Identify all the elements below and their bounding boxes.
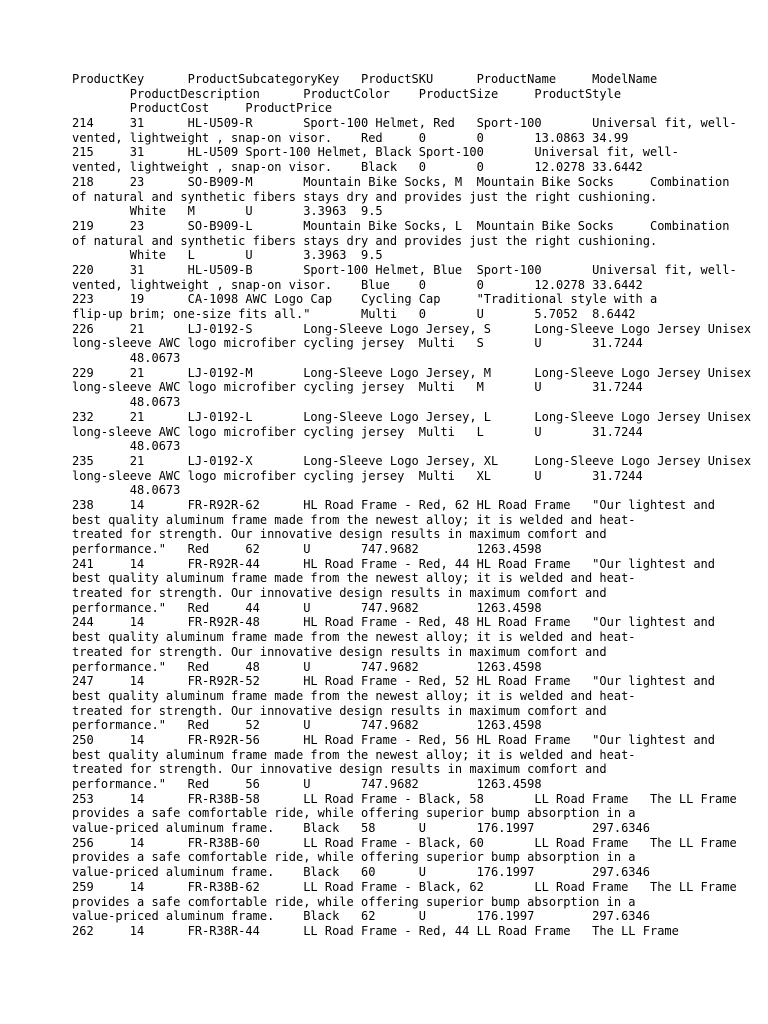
text-line: provides a safe comfortable ride, while offering superior bump absorption in a — [72, 850, 636, 865]
text-line: 214 31 HL-U509-R Sport-100 Helmet, Red Sport-100 Universal fit, well- — [72, 116, 737, 131]
text-line: provides a safe comfortable ride, while offering superior bump absorption in a — [72, 894, 636, 909]
text-line: 256 14 FR-R38B-60 LL Road Frame - Black, 60 LL Road Frame The LL Frame — [72, 835, 737, 850]
text-line: long-sleeve AWC logo microfiber cycling jersey Multi S U 31.7244 — [72, 336, 643, 351]
text-line: 215 31 HL-U509 Sport-100 Helmet, Black Sport-100 Universal fit, well- — [72, 145, 679, 160]
text-line: long-sleeve AWC logo microfiber cycling jersey Multi XL U 31.7244 — [72, 468, 643, 483]
text-line: ProductKey ProductSubcategoryKey ProductSKU ProductName ModelName — [72, 72, 658, 86]
text-line: vented, lightweight , snap-on visor. Blue 0 0 12.0278 33.6442 — [72, 277, 643, 292]
text-line: best quality aluminum frame made from the newest alloy; it is welded and heat- — [72, 747, 636, 762]
text-line: treated for strength. Our innovative design results in maximum comfort and — [72, 762, 607, 777]
text-line: value-priced aluminum frame. Black 60 U 176.1997 297.6346 — [72, 865, 650, 880]
text-line: performance." Red 52 U 747.9682 1263.4598 — [72, 718, 542, 733]
text-line: 253 14 FR-R38B-58 LL Road Frame - Black, 58 LL Road Frame The LL Frame — [72, 791, 737, 806]
text-line: 48.0673 — [72, 351, 181, 366]
text-line: 219 23 SO-B909-L Mountain Bike Socks, L Mountain Bike Socks Combination — [72, 218, 730, 233]
text-line: value-priced aluminum frame. Black 62 U 176.1997 297.6346 — [72, 909, 650, 924]
text-line: best quality aluminum frame made from the newest alloy; it is welded and heat- — [72, 571, 636, 586]
text-line: treated for strength. Our innovative design results in maximum comfort and — [72, 527, 607, 542]
text-line: 223 19 CA-1098 AWC Logo Cap Cycling Cap "Traditional style with a — [72, 292, 658, 307]
text-line: treated for strength. Our innovative design results in maximum comfort and — [72, 703, 607, 718]
text-line: of natural and synthetic fibers stays dry and provides just the right cushioning. — [72, 189, 658, 204]
text-line: 48.0673 — [72, 439, 181, 454]
text-line: White M U 3.3963 9.5 — [72, 204, 383, 219]
text-line: of natural and synthetic fibers stays dry and provides just the right cushioning. — [72, 233, 658, 248]
text-line: value-priced aluminum frame. Black 58 U 176.1997 297.6346 — [72, 821, 650, 836]
text-line: White L U 3.3963 9.5 — [72, 248, 383, 263]
text-line: performance." Red 62 U 747.9682 1263.4598 — [72, 542, 542, 556]
text-line: performance." Red 44 U 747.9682 1263.4598 — [72, 600, 542, 615]
text-line: 226 21 LJ-0192-S Long-Sleeve Logo Jersey, S Long-Sleeve Logo Jersey Unisex — [72, 321, 752, 336]
text-line: 232 21 LJ-0192-L Long-Sleeve Logo Jersey, L Long-Sleeve Logo Jersey Unisex — [72, 409, 752, 424]
text-line: 241 14 FR-R92R-44 HL Road Frame - Red, 44 HL Road Frame "Our lightest and — [72, 556, 715, 571]
text-line: 244 14 FR-R92R-48 HL Road Frame - Red, 48 HL Road Frame "Our lightest and — [72, 615, 715, 630]
text-line: 218 23 SO-B909-M Mountain Bike Socks, M Mountain Bike Socks Combination — [72, 174, 730, 189]
text-line: ProductCost ProductPrice — [72, 101, 333, 116]
text-line: 262 14 FR-R38R-44 LL Road Frame - Red, 44 LL Road Frame The LL Frame — [72, 923, 679, 938]
text-line: 48.0673 — [72, 483, 181, 498]
text-line: vented, lightweight , snap-on visor. Red 0 0 13.0863 34.99 — [72, 130, 629, 145]
text-line: treated for strength. Our innovative design results in maximum comfort and — [72, 586, 607, 601]
text-line: 250 14 FR-R92R-56 HL Road Frame - Red, 56 HL Road Frame "Our lightest and — [72, 732, 715, 747]
text-line: 259 14 FR-R38B-62 LL Road Frame - Black, 62 LL Road Frame The LL Frame — [72, 879, 737, 894]
text-line: performance." Red 48 U 747.9682 1263.4598 — [72, 659, 542, 674]
text-line: 235 21 LJ-0192-X Long-Sleeve Logo Jersey, XL Long-Sleeve Logo Jersey Unisex — [72, 453, 752, 468]
text-line: best quality aluminum frame made from the newest alloy; it is welded and heat- — [72, 630, 636, 645]
text-line: ProductDescription ProductColor ProductSize ProductStyle — [72, 86, 622, 101]
text-line: 48.0673 — [72, 395, 181, 410]
text-line: performance." Red 56 U 747.9682 1263.4598 — [72, 777, 542, 791]
document-text — [72, 72, 752, 939]
text-line: best quality aluminum frame made from the newest alloy; it is welded and heat- — [72, 688, 636, 703]
text-line: flip-up brim; one-size fits all." Multi 0 U 5.7052 8.6442 — [72, 307, 636, 321]
text-line: long-sleeve AWC logo microfiber cycling jersey Multi L U 31.7244 — [72, 424, 643, 439]
text-line: best quality aluminum frame made from the newest alloy; it is welded and heat- — [72, 512, 636, 527]
text-line: 220 31 HL-U509-B Sport-100 Helmet, Blue Sport-100 Universal fit, well- — [72, 262, 737, 277]
text-line: 247 14 FR-R92R-52 HL Road Frame - Red, 52 HL Road Frame "Our lightest and — [72, 674, 715, 689]
text-line: 229 21 LJ-0192-M Long-Sleeve Logo Jersey, M Long-Sleeve Logo Jersey Unisex — [72, 365, 752, 380]
text-line: treated for strength. Our innovative design results in maximum comfort and — [72, 644, 607, 659]
text-line: vented, lightweight , snap-on visor. Black 0 0 12.0278 33.6442 — [72, 160, 643, 175]
text-line: provides a safe comfortable ride, while offering superior bump absorption in a — [72, 806, 636, 821]
text-line: 238 14 FR-R92R-62 HL Road Frame - Red, 62 HL Road Frame "Our lightest and — [72, 497, 715, 512]
text-line: long-sleeve AWC logo microfiber cycling jersey Multi M U 31.7244 — [72, 380, 643, 395]
